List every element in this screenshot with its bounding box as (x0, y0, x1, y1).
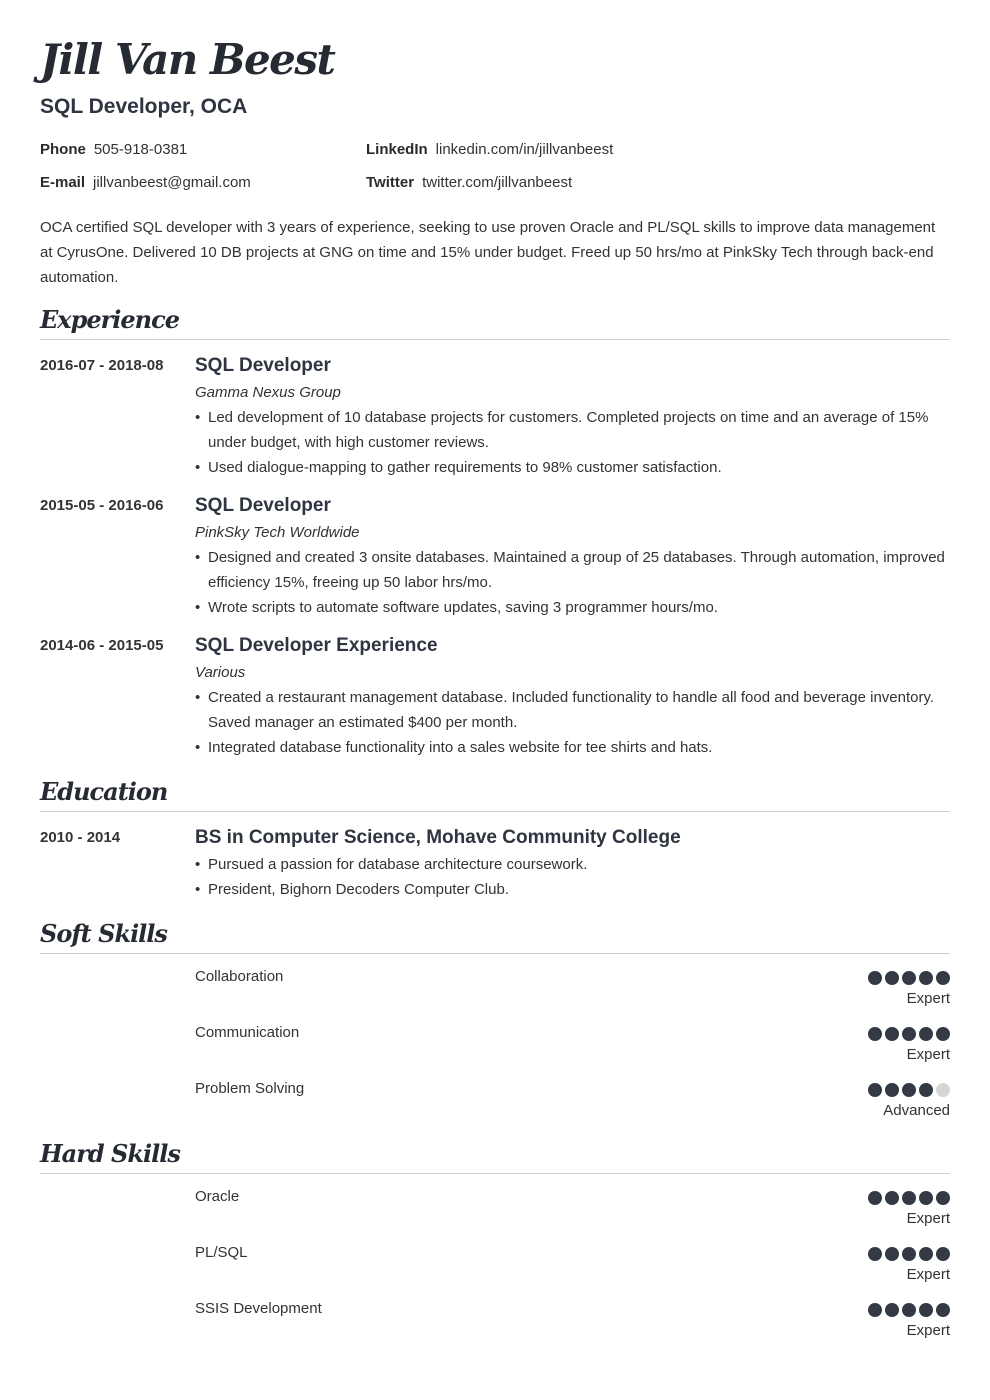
entry-dates: 2010 - 2014 (40, 829, 121, 846)
section-hard-skills (40, 1138, 950, 1174)
bullet-icon: • (195, 599, 201, 616)
entry-dates: 2016-07 - 2018-08 (40, 357, 164, 374)
skill-name: Communication (195, 1024, 300, 1041)
rating-dot-icon (885, 1303, 899, 1317)
bullet-icon: • (195, 549, 201, 566)
phone-label: Phone (40, 141, 86, 158)
skill-row (195, 1023, 950, 1073)
entry-organization: PinkSky Tech Worldwide (195, 524, 360, 541)
bullet-item (195, 735, 950, 760)
entry-dates: 2014-06 - 2015-05 (40, 637, 164, 654)
entry-body (195, 633, 950, 760)
entry-title: BS in Computer Science, Mohave Community College (195, 827, 681, 848)
bullet-text: Used dialogue-mapping to gather requirements to 98% customer satisfaction. (208, 459, 722, 476)
rating-dot-icon (885, 1247, 899, 1261)
entry-bullets (195, 545, 950, 620)
summary-paragraph: OCA certified SQL developer with 3 years of experience, seeking to use proven Oracle and PL/SQL skills to improve data management at CyrusOne. Delivered 10 DB projects at GNG on time and 15% under budget. Freed up 50 hrs/mo at PinkSky Tech through back-end automation. (40, 219, 936, 286)
skill-rating (868, 1303, 950, 1317)
rating-dot-icon (902, 971, 916, 985)
skill-row (195, 967, 950, 1017)
skill-row (195, 1187, 950, 1237)
rating-dot-icon (885, 971, 899, 985)
skill-rating (868, 1191, 950, 1205)
entry-organization: Various (195, 664, 246, 681)
rating-dot-icon (868, 971, 882, 985)
rating-dot-icon (868, 1027, 882, 1041)
skill-level: Expert (906, 1322, 950, 1339)
bullet-item (195, 595, 950, 620)
rating-dot-icon (902, 1191, 916, 1205)
candidate-title: SQL Developer, OCA (40, 95, 248, 118)
skill-name: PL/SQL (195, 1244, 248, 1261)
section-title: Soft Skills (40, 919, 167, 948)
skill-level: Expert (906, 990, 950, 1007)
rating-dot-icon (936, 971, 950, 985)
rating-dot-icon (919, 971, 933, 985)
rating-dot-icon (868, 1083, 882, 1097)
skill-row (195, 1243, 950, 1293)
entry-body (195, 493, 950, 620)
rating-dot-icon (936, 1027, 950, 1041)
resume-page (40, 0, 950, 1400)
rating-dot-icon (902, 1083, 916, 1097)
skill-rating (868, 1027, 950, 1041)
entry-bullets (195, 852, 950, 902)
rating-dot-icon (919, 1247, 933, 1261)
skill-level: Expert (906, 1046, 950, 1063)
skill-row (195, 1079, 950, 1129)
rating-dot-icon (936, 1303, 950, 1317)
rating-dot-icon (936, 1083, 950, 1097)
section-title: Education (40, 777, 168, 806)
bullet-icon: • (195, 409, 201, 426)
bullet-icon: • (195, 739, 201, 756)
skill-name: SSIS Development (195, 1300, 322, 1317)
rating-dot-icon (868, 1191, 882, 1205)
entry-dates: 2015-05 - 2016-06 (40, 497, 164, 514)
rating-dot-icon (868, 1303, 882, 1317)
entry-bullets (195, 405, 950, 480)
bullet-text: Integrated database functionality into a sales website for tee shirts and hats. (208, 739, 713, 756)
rating-dot-icon (902, 1303, 916, 1317)
bullet-icon: • (195, 881, 201, 898)
bullet-text: Created a restaurant management database. Included functionality to handle all food and beverage inventory. Saved manager an estimated $400 per month. (208, 689, 935, 731)
bullet-item (195, 852, 950, 877)
rating-dot-icon (868, 1247, 882, 1261)
rating-dot-icon (919, 1083, 933, 1097)
skill-level: Expert (906, 1210, 950, 1227)
twitter-label: Twitter (366, 174, 415, 191)
bullet-text: Designed and created 3 onsite databases. Maintained a group of 25 databases. Through automation, improved efficiency 15%, freeing up 50 labor hrs/mo. (208, 549, 945, 591)
bullet-item (195, 405, 950, 455)
skill-level: Expert (906, 1266, 950, 1283)
rating-dot-icon (919, 1191, 933, 1205)
skill-rating (868, 1247, 950, 1261)
skill-name: Collaboration (195, 968, 284, 985)
linkedin-label: LinkedIn (366, 141, 428, 158)
rating-dot-icon (919, 1027, 933, 1041)
twitter-value[interactable]: twitter.com/jillvanbeest (422, 174, 573, 191)
rating-dot-icon (902, 1027, 916, 1041)
rating-dot-icon (885, 1191, 899, 1205)
linkedin-value[interactable]: linkedin.com/in/jillvanbeest (435, 141, 614, 158)
entry-body (195, 825, 950, 902)
email-value[interactable]: jillvanbeest@gmail.com (93, 174, 251, 191)
email-label: E-mail (40, 174, 86, 191)
entry-title: SQL Developer (195, 355, 331, 376)
rating-dot-icon (936, 1247, 950, 1261)
bullet-item (195, 877, 950, 902)
bullet-icon: • (195, 689, 201, 706)
rating-dot-icon (885, 1027, 899, 1041)
skill-rating (868, 971, 950, 985)
bullet-item (195, 455, 950, 480)
section-title: Hard Skills (40, 1139, 180, 1168)
skill-rating (868, 1083, 950, 1097)
rating-dot-icon (885, 1083, 899, 1097)
contact-phone (40, 140, 187, 160)
entry-title: SQL Developer (195, 495, 331, 516)
phone-value: 505-918-0381 (93, 141, 188, 158)
section-title: Experience (40, 305, 180, 334)
entry-title: SQL Developer Experience (195, 635, 438, 656)
bullet-icon: • (195, 856, 201, 873)
bullet-text: Led development of 10 database projects for customers. Completed projects on time and an average of 15% under budget, with high customer reviews. (208, 409, 929, 451)
section-education (40, 776, 950, 812)
contact-twitter (366, 173, 572, 193)
contact-linkedin (366, 140, 613, 160)
skill-name: Problem Solving (195, 1080, 305, 1097)
bullet-item (195, 545, 950, 595)
bullet-text: Wrote scripts to automate software updates, saving 3 programmer hours/mo. (208, 599, 718, 616)
bullet-text: President, Bighorn Decoders Computer Club. (208, 881, 509, 898)
bullet-item (195, 685, 950, 735)
skill-level: Advanced (883, 1102, 950, 1119)
candidate-name: Jill Van Beest (40, 35, 335, 84)
entry-body (195, 353, 950, 480)
skill-name: Oracle (195, 1188, 240, 1205)
contact-email (40, 173, 251, 193)
entry-bullets (195, 685, 950, 760)
entry-organization: Gamma Nexus Group (195, 384, 341, 401)
section-experience (40, 304, 950, 340)
bullet-icon: • (195, 459, 201, 476)
bullet-text: Pursued a passion for database architecture coursework. (208, 856, 588, 873)
rating-dot-icon (919, 1303, 933, 1317)
skill-row (195, 1299, 950, 1349)
rating-dot-icon (902, 1247, 916, 1261)
section-soft-skills (40, 918, 950, 954)
rating-dot-icon (936, 1191, 950, 1205)
